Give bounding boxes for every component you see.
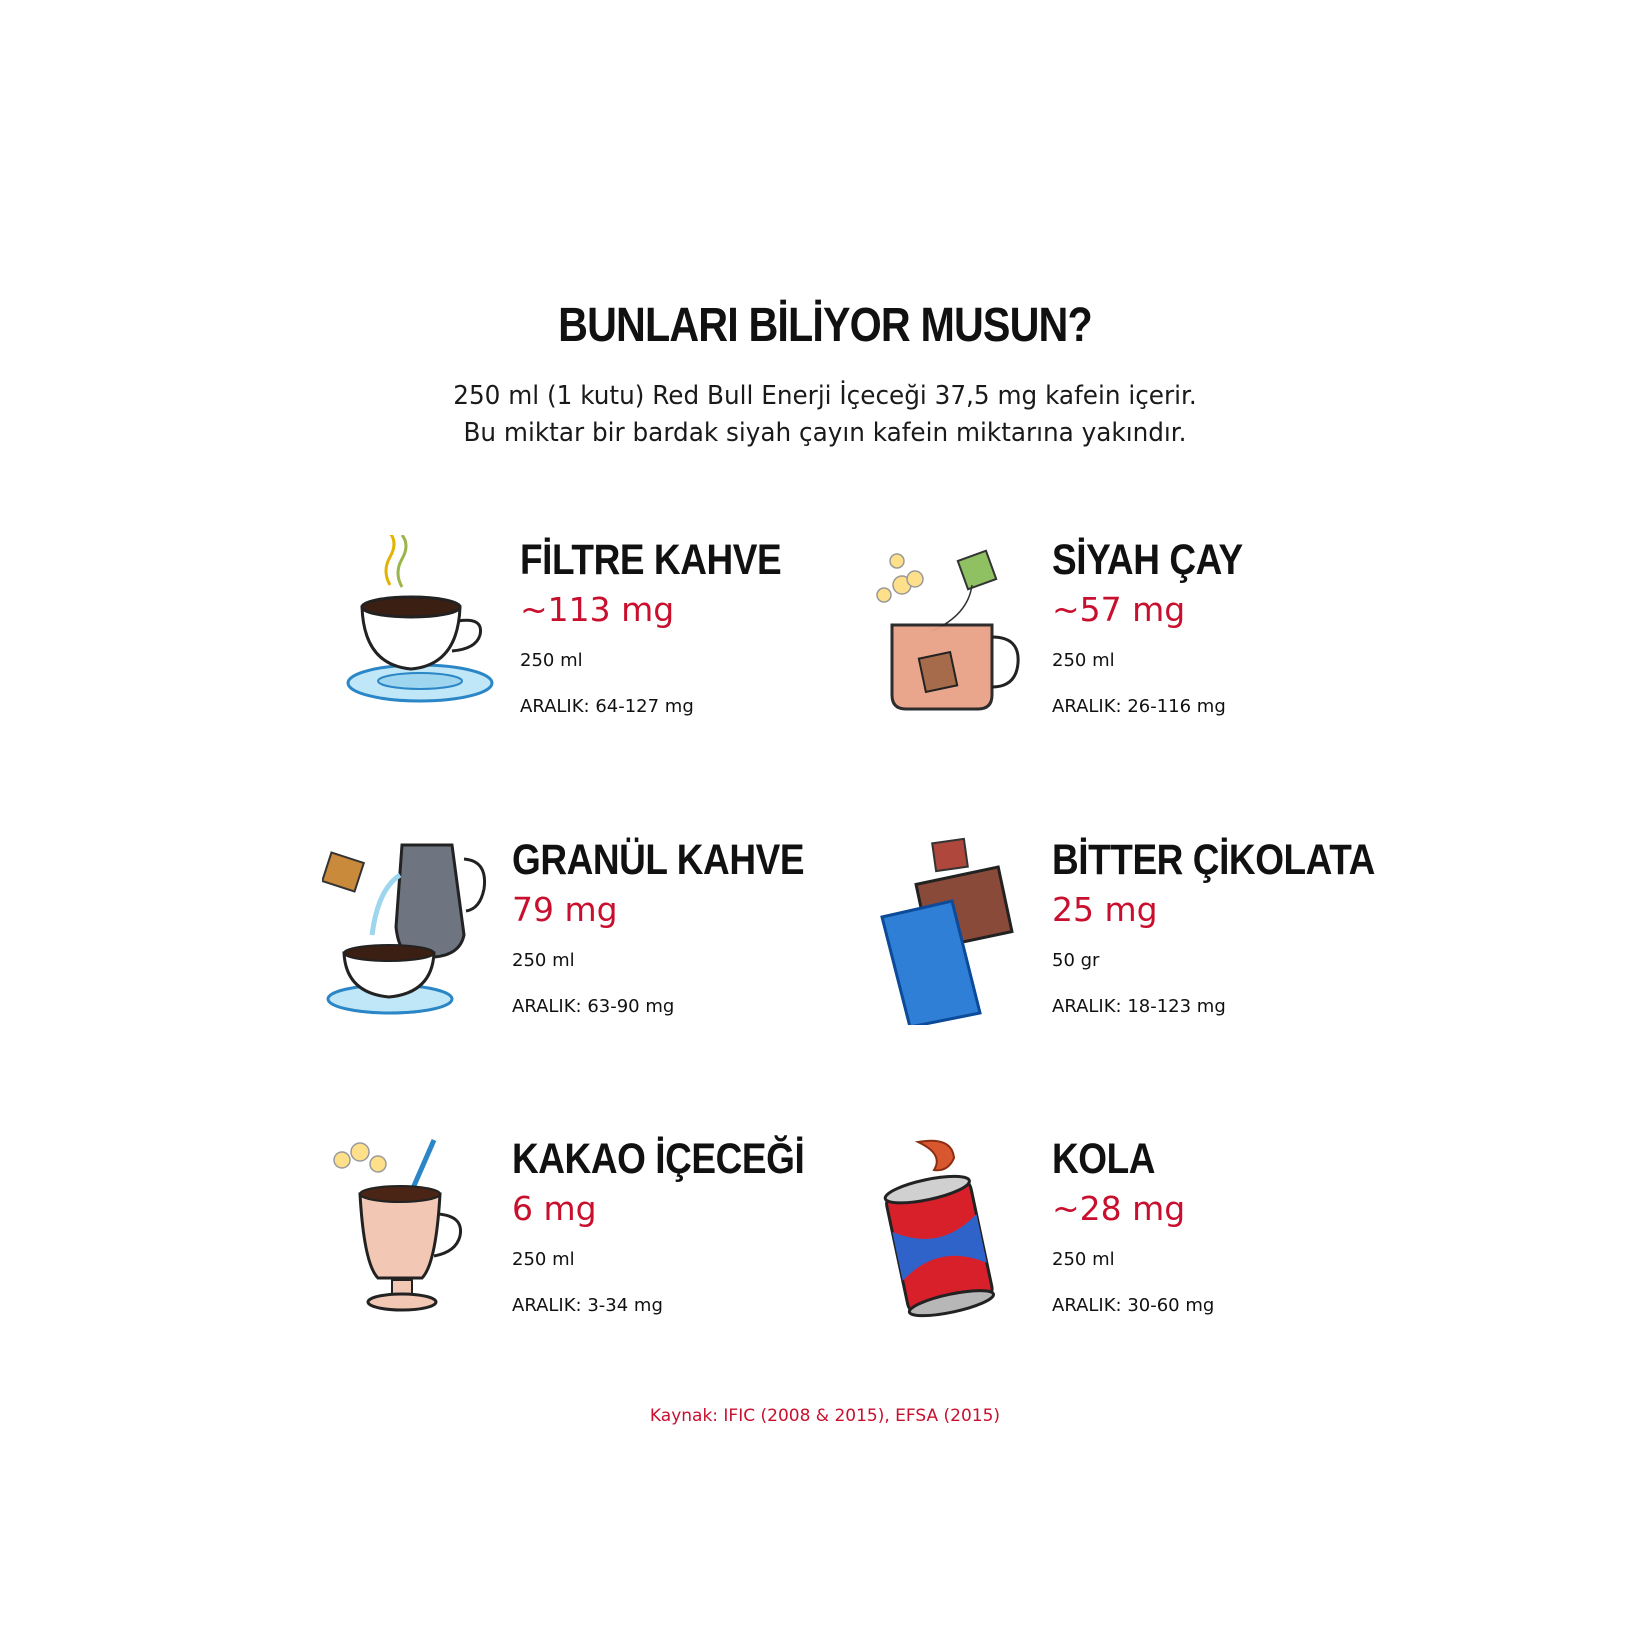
- item-range: ARALIK: 64-127 mg: [520, 696, 694, 717]
- coffee-cup-icon: [330, 535, 510, 725]
- cola-can-icon: [862, 1134, 1042, 1324]
- tea-mug-icon: [862, 535, 1042, 725]
- subtitle: [41, 378, 1609, 452]
- item-volume: 250 ml: [520, 650, 583, 671]
- item-volume: 250 ml: [1052, 650, 1115, 671]
- item-name: KOLA: [1052, 1135, 1156, 1183]
- chocolate-icon: [862, 835, 1042, 1025]
- item-name: FİLTRE KAHVE: [520, 536, 782, 584]
- item-volume: 250 ml: [512, 1249, 575, 1270]
- item-amount: 25 mg: [1052, 890, 1158, 929]
- item-amount: ~57 mg: [1052, 590, 1186, 629]
- item-amount: ~28 mg: [1052, 1189, 1186, 1228]
- item-range: ARALIK: 26-116 mg: [1052, 696, 1226, 717]
- source-note: Kaynak: IFIC (2008 & 2015), EFSA (2015): [649, 1406, 1001, 1426]
- cocoa-mug-icon: [322, 1134, 502, 1324]
- item-name: KAKAO İÇECEĞİ: [512, 1135, 805, 1183]
- subtitle-line-2: Bu miktar bir bardak siyah çayın kafein miktarına yakındır.: [463, 418, 1187, 448]
- caffeine-item-instant-coffee: [322, 835, 842, 1075]
- caffeine-item-cocoa-drink: [322, 1134, 842, 1374]
- caffeine-item-cola: [862, 1134, 1382, 1374]
- item-name: SİYAH ÇAY: [1052, 536, 1243, 584]
- item-volume: 250 ml: [512, 950, 575, 971]
- page-title: BUNLARI BİLİYOR MUSUN?: [558, 299, 1092, 352]
- item-name: GRANÜL KAHVE: [512, 836, 805, 884]
- subtitle-line-1: 250 ml (1 kutu) Red Bull Enerji İçeceği 37,5 mg kafein içerir.: [453, 381, 1197, 411]
- item-volume: 250 ml: [1052, 1249, 1115, 1270]
- item-volume: 50 gr: [1052, 950, 1100, 971]
- item-range: ARALIK: 3-34 mg: [512, 1295, 663, 1316]
- item-range: ARALIK: 18-123 mg: [1052, 996, 1226, 1017]
- caffeine-item-filter-coffee: [330, 535, 850, 775]
- item-name: BİTTER ÇİKOLATA: [1052, 836, 1375, 884]
- item-amount: ~113 mg: [520, 590, 675, 629]
- kettle-icon: [322, 835, 502, 1025]
- item-range: ARALIK: 30-60 mg: [1052, 1295, 1215, 1316]
- item-amount: 79 mg: [512, 890, 618, 929]
- item-range: ARALIK: 63-90 mg: [512, 996, 675, 1017]
- caffeine-item-black-tea: [862, 535, 1382, 775]
- item-amount: 6 mg: [512, 1189, 597, 1228]
- caffeine-item-dark-chocolate: [862, 835, 1382, 1075]
